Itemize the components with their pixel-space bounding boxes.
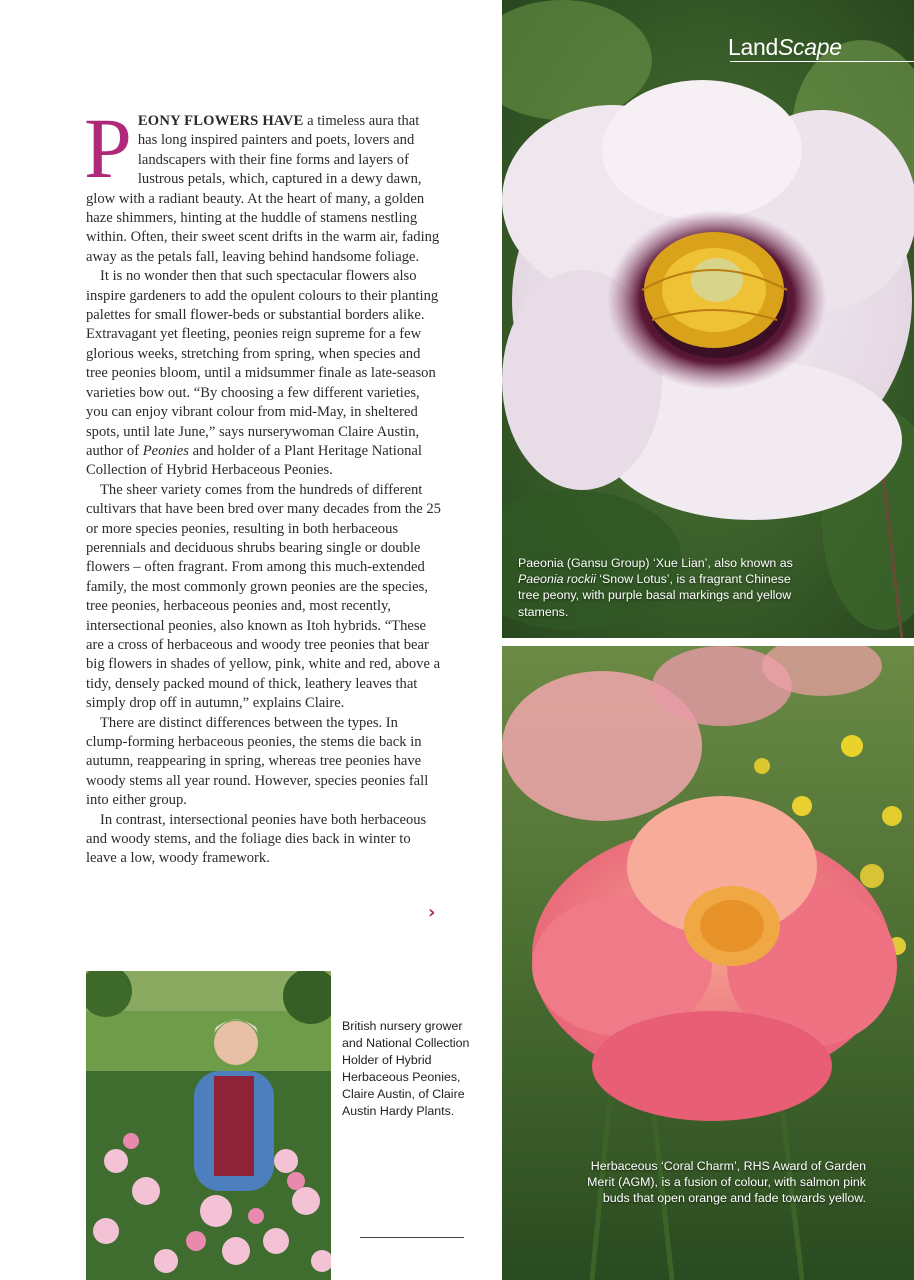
caption-bottom: Herbaceous ‘Coral Charm’, RHS Award of Garden Merit (AGM), is a fusion of colour, with salmon pink buds that open orange and fade towards yellow. — [587, 1159, 866, 1206]
paragraph-1 — [84, 100, 442, 267]
caption-top-text-b: ‘Snow Lotus’, is a fragrant Chinese tree peony, with purple basal markings and yellow stamens. — [518, 572, 792, 619]
paragraph-2 — [86, 267, 442, 480]
masthead-rule — [730, 61, 914, 62]
paragraph-2-text-b: and holder of a Plant Heritage National Collection of Hybrid Herbaceous Peonies. — [86, 442, 422, 479]
photo-coral-charm — [502, 646, 914, 1280]
book-title: Peonies — [142, 442, 189, 459]
photo-white-tree-peony — [502, 0, 914, 638]
paragraph-3: The sheer variety comes from the hundreds of different cultivars that have been bred over many decades from the 25 or more species peonies, resulting in both herbaceous perennials and deciduous shrubs bearing single or double flowers – often fragrant. From among this much-extended family, the most commonly grown peonies are the species, tree peonies, herbaceous peonies and, most recently, intersectional peonies, also known as Itoh hybrids. “These are a cross of herbaceous and woody tree peonies that bear big flowers in shades of yellow, pink, white and red, above a tidy, densely packed mound of thick, leathery leaves that simply drop off in autumn,” explains Claire. — [86, 481, 441, 712]
caption-divider — [360, 1237, 464, 1238]
paragraph-4: There are distinct differences between the types. In clump-forming herbaceous peonies, the stems die back in autumn, reappearing in spring, whereas tree peonies have woody stems all year round. However, species peonies fall into either group. — [86, 714, 429, 809]
masthead-logo — [728, 34, 842, 61]
article-body — [84, 100, 442, 869]
caption-top — [518, 555, 808, 620]
masthead-part2: Scape — [777, 34, 842, 60]
paragraph-2-text-a: It is no wonder then that such spectacular flowers also inspire gardeners to add the opulent colours to their planting palettes for small flower-beds or substantial borders alike. Extravagant yet fleeting, peonies reign supreme for a few glorious weeks, stretching from spring, when species and tree peonies bloom, until a midsummer finale as late-season varieties bow out. “By choosing a few different varieties, you can enjoy vibrant colour from mid-May, in sheltered spots, until late June,” says nurserywoman Claire Austin, author of — [86, 268, 439, 459]
caption-top-text-a: Paeonia (Gansu Group) ‘Xue Lian’, also known as — [518, 556, 793, 570]
chevron-right-icon[interactable]: › — [428, 902, 436, 923]
masthead-part1: Land — [728, 34, 778, 60]
drop-cap: P — [84, 100, 132, 196]
paragraph-1-text: a timeless aura that has long inspired painters and poets, lovers and landscapers with their fine forms and layers of lustrous petals, which, captured in a dewy dawn, glow with a radiant beauty. At the heart of many, a golden haze shimmers, hinting at the huddle of stamens nestling within. Often, their sweet scent drifts in the warm air, fading away as the petals fall, leaving behind handsome foliage. — [86, 113, 440, 265]
caption-top-species: Paeonia rockii — [518, 572, 596, 587]
paragraph-5: In contrast, intersectional peonies have both herbaceous and woody stems, and the foliage dies back in winter to leave a low, woody framework. — [86, 811, 427, 867]
photo-claire-austin — [86, 971, 331, 1280]
caption-portrait: British nursery grower and National Collection Holder of Hybrid Herbaceous Peonies, Claire Austin, of Claire Austin Hardy Plants. — [342, 1019, 470, 1118]
lead-in: EONY FLOWERS HAVE — [137, 113, 304, 129]
